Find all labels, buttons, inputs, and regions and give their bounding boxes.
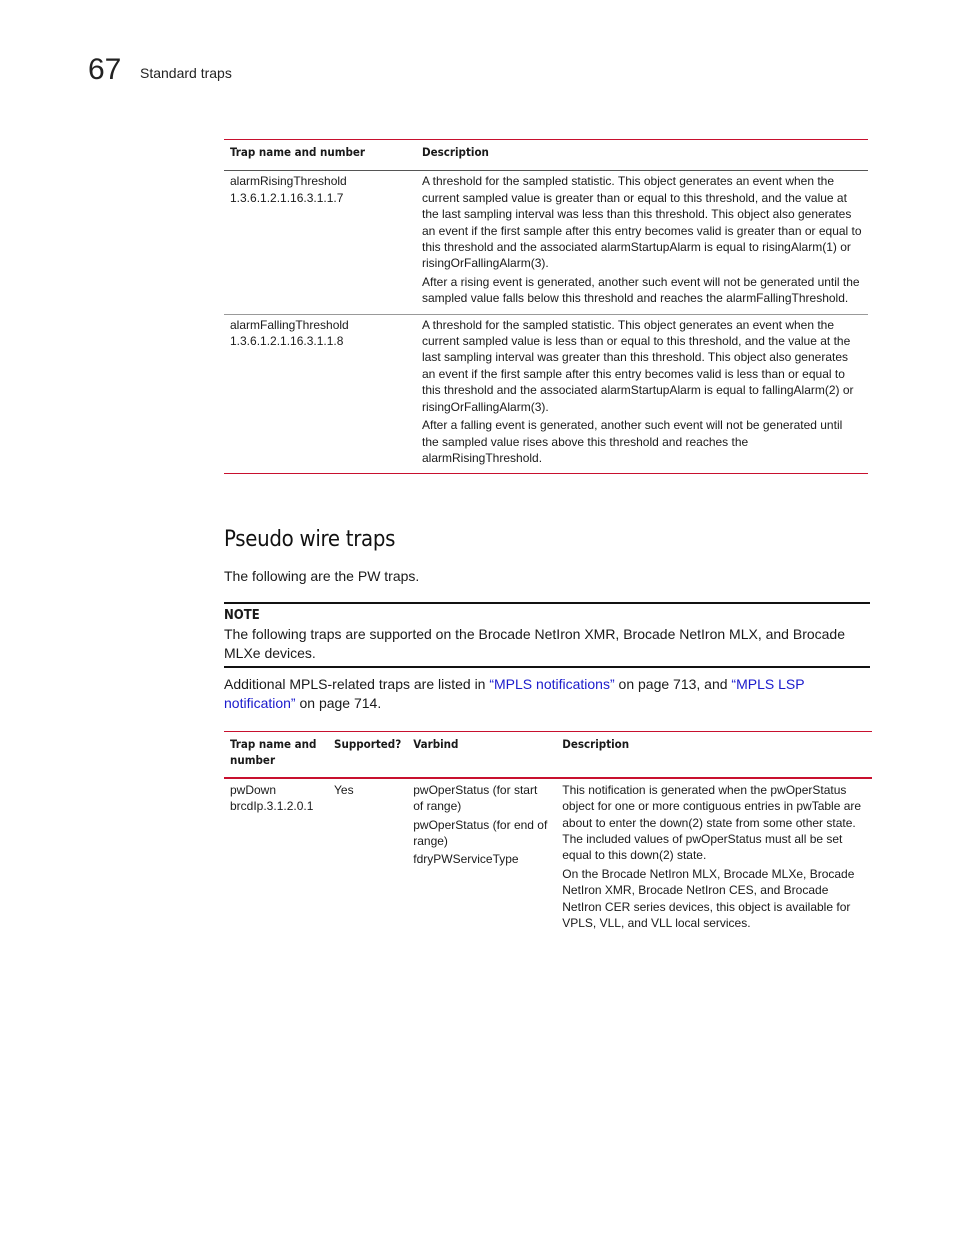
trap-number: 1.3.6.1.2.1.16.3.1.1.8: [230, 334, 344, 349]
mpls-lsp-notification-link[interactable]: “MPLS LSP notification”: [224, 676, 805, 711]
text-prefix: Additional MPLS-related traps are listed in: [224, 676, 490, 692]
alarm-threshold-traps-table: [224, 139, 868, 474]
table-row: [224, 778, 872, 936]
note-text: The following traps are supported on the Brocade NetIron XMR, Brocade NetIron MLX, and Brocade MLXe devices.: [224, 626, 846, 661]
pseudo-wire-traps-table: [224, 731, 872, 935]
varbind-item: fdryPWServiceType: [413, 852, 519, 867]
description-paragraph: After a rising event is generated, another such event will not be generated until the sampled value falls below this threshold and reaches the alarmFallingThreshold.: [422, 274, 860, 306]
column-header: Trap name and number: [224, 140, 416, 171]
table-row: [224, 171, 868, 314]
varbind-cell: [407, 778, 556, 936]
chapter-title: Standard traps: [140, 65, 232, 81]
trap-name-cell: [224, 314, 416, 474]
supported-cell: Yes: [334, 782, 354, 797]
additional-traps-paragraph: [224, 675, 870, 713]
text-suffix: on page 714.: [295, 695, 382, 711]
description-cell: [416, 171, 868, 314]
description-paragraph: After a falling event is generated, another such event will not be generated until the sampled value rises above this threshold and reaches the alarmRisingThreshold.: [422, 418, 843, 465]
trap-number: brcdIp.3.1.2.0.1: [230, 799, 314, 814]
column-header: Description: [556, 732, 872, 778]
trap-name-cell: [224, 171, 416, 314]
description-cell: [416, 314, 868, 474]
column-header: Varbind: [407, 732, 556, 778]
table-header-row: [224, 732, 872, 778]
mpls-notifications-link[interactable]: “MPLS notifications”: [489, 676, 615, 692]
table-row: [224, 314, 868, 474]
description-paragraph: This notification is generated when the pwOperStatus object for one or more contiguous entries in pwTable are about to enter the down(2) state from some other state. The included values of pwOperStatus must all be set equal to this down(2) state.: [562, 782, 862, 863]
table-header-row: [224, 140, 868, 171]
chapter-number: 67: [88, 53, 122, 86]
trap-name: alarmFallingThreshold: [230, 317, 349, 332]
column-header: Trap name and number: [224, 732, 328, 778]
trap-name-cell: [224, 778, 328, 936]
description-paragraph: A threshold for the sampled statistic. This object generates an event when the current sampled value is greater than or equal to this threshold, and the value at the last sampling interval was less than this threshold. This object also generates an event if the first sample after this entry becomes valid is greater than or equal to this threshold and the associated alarmStartupAlarm is equal to risingAlarm(1) or risingOrFallingAlarm(3).: [422, 174, 862, 271]
note-label: NOTE: [224, 608, 260, 623]
description-cell: [556, 778, 872, 936]
description-paragraph: On the Brocade NetIron MLX, Brocade MLXe, Brocade NetIron XMR, Brocade NetIron CES, and Brocade NetIron CER series devices, this object is available for VPLS, VLL, and VLL local services.: [562, 866, 855, 931]
varbind-item: pwOperStatus (for start of range): [413, 782, 538, 814]
text-middle: on page 713, and: [614, 676, 732, 692]
description-paragraph: A threshold for the sampled statistic. This object generates an event when the current sampled value is less than or equal to this threshold, and the value at the last sampling interval was greater than this threshold. This object also generates an event if the first sample after this entry becomes valid is less than or equal to this threshold and the associated alarmStartupAlarm is equal to fallingAlarm(2) or risingOrFallingAlarm(3).: [422, 317, 854, 414]
column-header: Description: [416, 140, 868, 171]
trap-name: pwDown: [230, 782, 277, 797]
trap-name: alarmRisingThreshold: [230, 174, 347, 189]
section-intro: The following are the PW traps.: [224, 568, 420, 584]
varbind-item: pwOperStatus (for end of range): [413, 817, 548, 849]
trap-number: 1.3.6.1.2.1.16.3.1.1.7: [230, 190, 344, 205]
note-box: [224, 602, 870, 668]
column-header: Supported?: [328, 732, 407, 778]
section-title: Pseudo wire traps: [224, 527, 396, 552]
